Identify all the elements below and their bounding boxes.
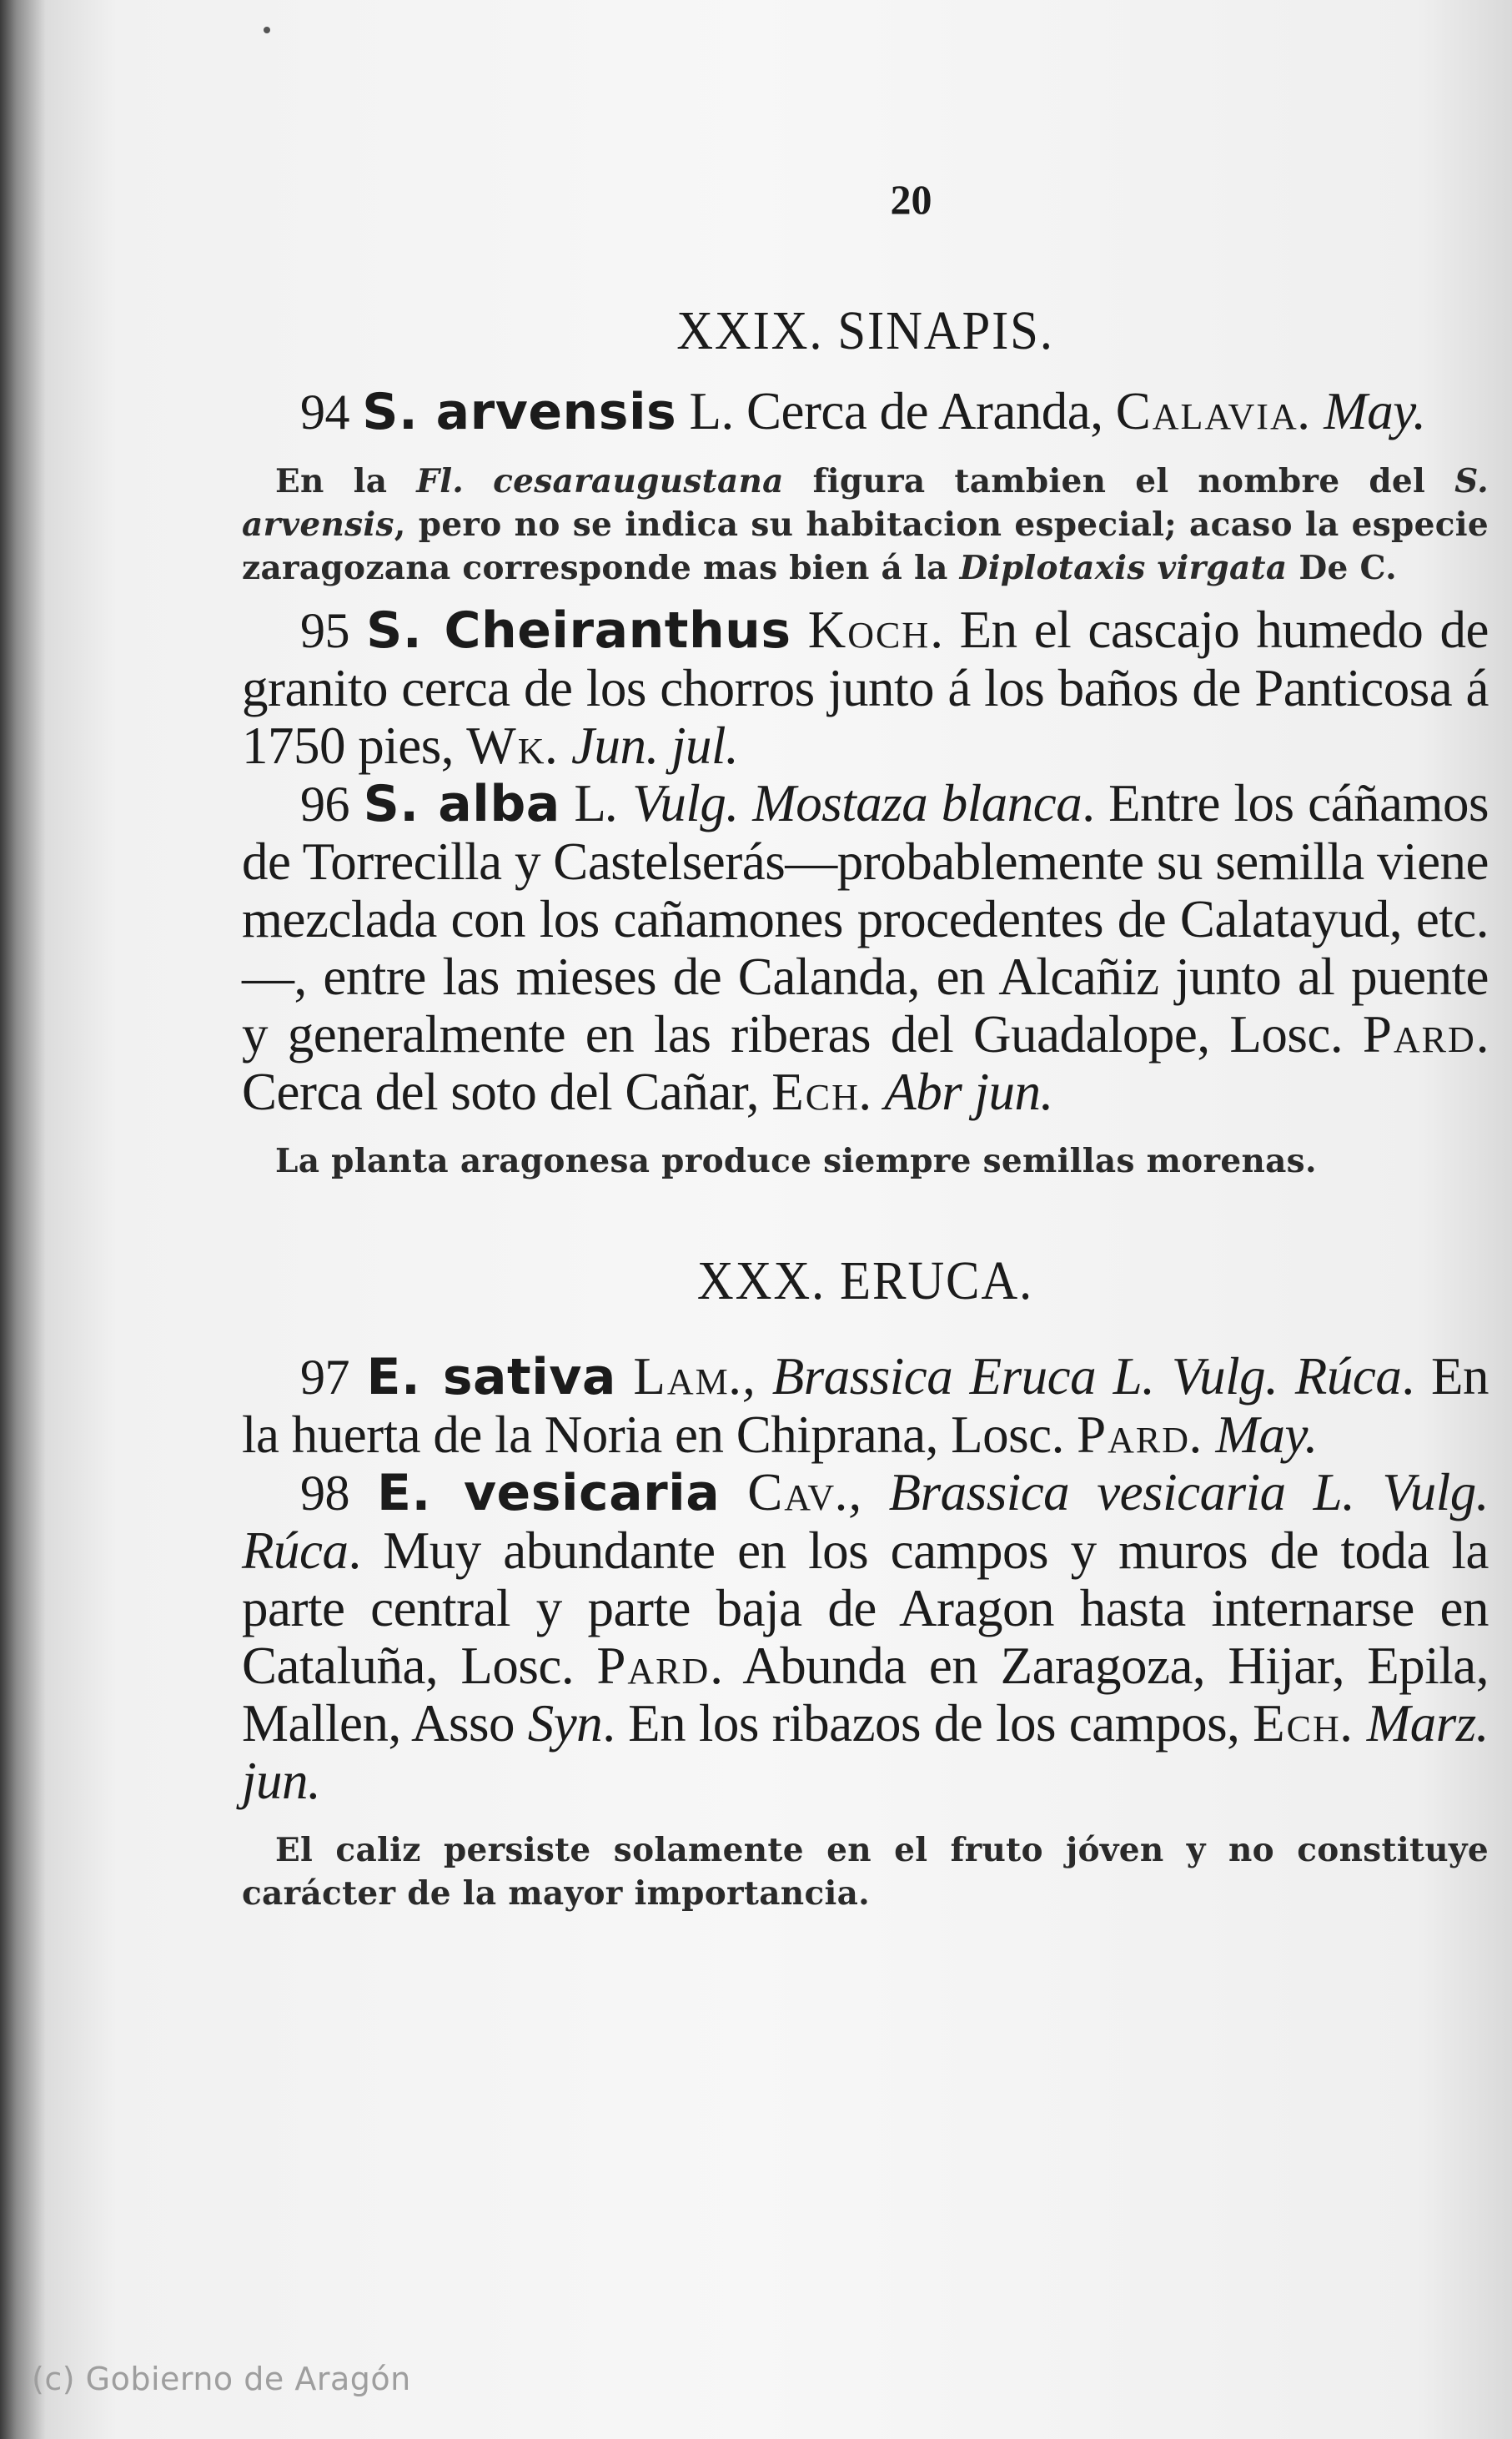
entry-text: . Entre los cáñamos de Torrecilla y Castelserás—probablemente su semilla viene mezclada con los cañamones procedentes de Calatayud, etc.—, entre las mieses de Calanda, en Alcañiz junto al puente y generalmente en las riberas del Guadalope, Losc. xyxy=(242,774,1489,1064)
note-italic: S. arvensis xyxy=(242,462,1489,544)
species-entry-94 xyxy=(242,383,1489,441)
entry-text: . Muy abundante en los campos y muros de toda la parte central y parte baja de Aragon hasta internarse en Cataluña, Losc. xyxy=(242,1521,1489,1695)
binomial-name: E. vesicaria xyxy=(377,1464,721,1522)
collector: Pard xyxy=(596,1637,711,1695)
flowering-months: . Abr jun. xyxy=(859,1063,1053,1121)
section-heading-sinapis: XXIX. SINAPIS. xyxy=(676,300,1054,361)
collector: Calavia xyxy=(1115,382,1299,440)
note-text: En la xyxy=(275,462,417,500)
author: L xyxy=(689,382,721,440)
entry-number: 96 xyxy=(300,777,349,832)
species-entry-95 xyxy=(242,601,1489,775)
ink-speck xyxy=(264,27,270,33)
species-entry-96 xyxy=(242,775,1489,1121)
flowering-months: . Marz. jun. xyxy=(242,1694,1489,1810)
flowering-months: . May. xyxy=(1298,382,1426,440)
entry-number: 95 xyxy=(300,603,349,658)
footnote-alba: La planta aragonesa produce siempre semillas morenas. xyxy=(275,1142,1317,1180)
author: L xyxy=(574,774,606,832)
author: Lam xyxy=(633,1347,730,1406)
note-text: figura tambien el nombre del xyxy=(783,462,1455,500)
species-entry-97 xyxy=(242,1348,1489,1464)
entry-text: . Cerca del soto del Cañar, xyxy=(242,1005,1489,1121)
entry-text: . Abunda en Zaragoza, Hijar, Epila, Mallen, Asso xyxy=(242,1637,1489,1753)
page-body xyxy=(242,175,1489,1927)
author: Koch xyxy=(807,601,931,659)
vernacular-name: . Vulg. Mostaza blanca xyxy=(605,774,1083,832)
collector: Wk xyxy=(466,717,546,775)
footnote-arvensis xyxy=(242,460,1489,590)
binomial-name: S. Cheiranthus xyxy=(366,601,791,660)
synonym: ., Brassica Eruca L. Vulg. Rúca xyxy=(729,1347,1402,1406)
binomial-name: S. arvensis xyxy=(362,383,677,441)
flowering-months: . May. xyxy=(1190,1406,1318,1464)
collector: Ech xyxy=(771,1063,860,1121)
entry-text: . En el cascajo humedo de granito cerca de los chorros junto á los baños de Panticosa á 1750 pies, xyxy=(242,601,1489,775)
note-italic: Diplotaxis virgata xyxy=(959,549,1288,587)
footnote-vesicaria: El caliz persiste solamente en el fruto jóven y no constituye carácter de la mayor importancia. xyxy=(242,1831,1489,1913)
binomial-name: E. sativa xyxy=(366,1348,616,1406)
collector: Pard xyxy=(1362,1005,1476,1064)
entry-number: 94 xyxy=(300,385,349,440)
entry-text: . En la huerta de la Noria en Chiprana, Losc. xyxy=(242,1347,1489,1464)
note-italic: Fl. cesaraugustana xyxy=(416,462,784,500)
entry-text: . Cerca de Aranda, xyxy=(721,382,1116,440)
section-heading-eruca: XXX. ERUCA. xyxy=(696,1250,1034,1311)
entry-number: 98 xyxy=(300,1466,349,1521)
author: Cav xyxy=(747,1463,836,1521)
binomial-name: S. alba xyxy=(363,775,560,833)
synopsis-ref: Syn xyxy=(527,1694,603,1753)
collector: Pard xyxy=(1077,1406,1191,1464)
collector: Ech xyxy=(1253,1694,1341,1753)
entry-text: . En los ribazos de los campos, xyxy=(602,1694,1253,1753)
species-entry-98 xyxy=(242,1464,1489,1810)
flowering-months: . Jun. jul. xyxy=(545,717,739,775)
entry-number: 97 xyxy=(300,1350,349,1405)
note-text: De C. xyxy=(1287,549,1397,587)
synonym: ., Brassica vesicaria L. Vulg. Rúca xyxy=(242,1463,1489,1580)
copyright-watermark: (c) Gobierno de Aragón xyxy=(32,2361,411,2397)
page-number: 20 xyxy=(890,176,932,223)
note-text: , pero no se indica su habitacion especial; acaso la especie zaragozana corresponde mas bien á la xyxy=(242,505,1489,587)
